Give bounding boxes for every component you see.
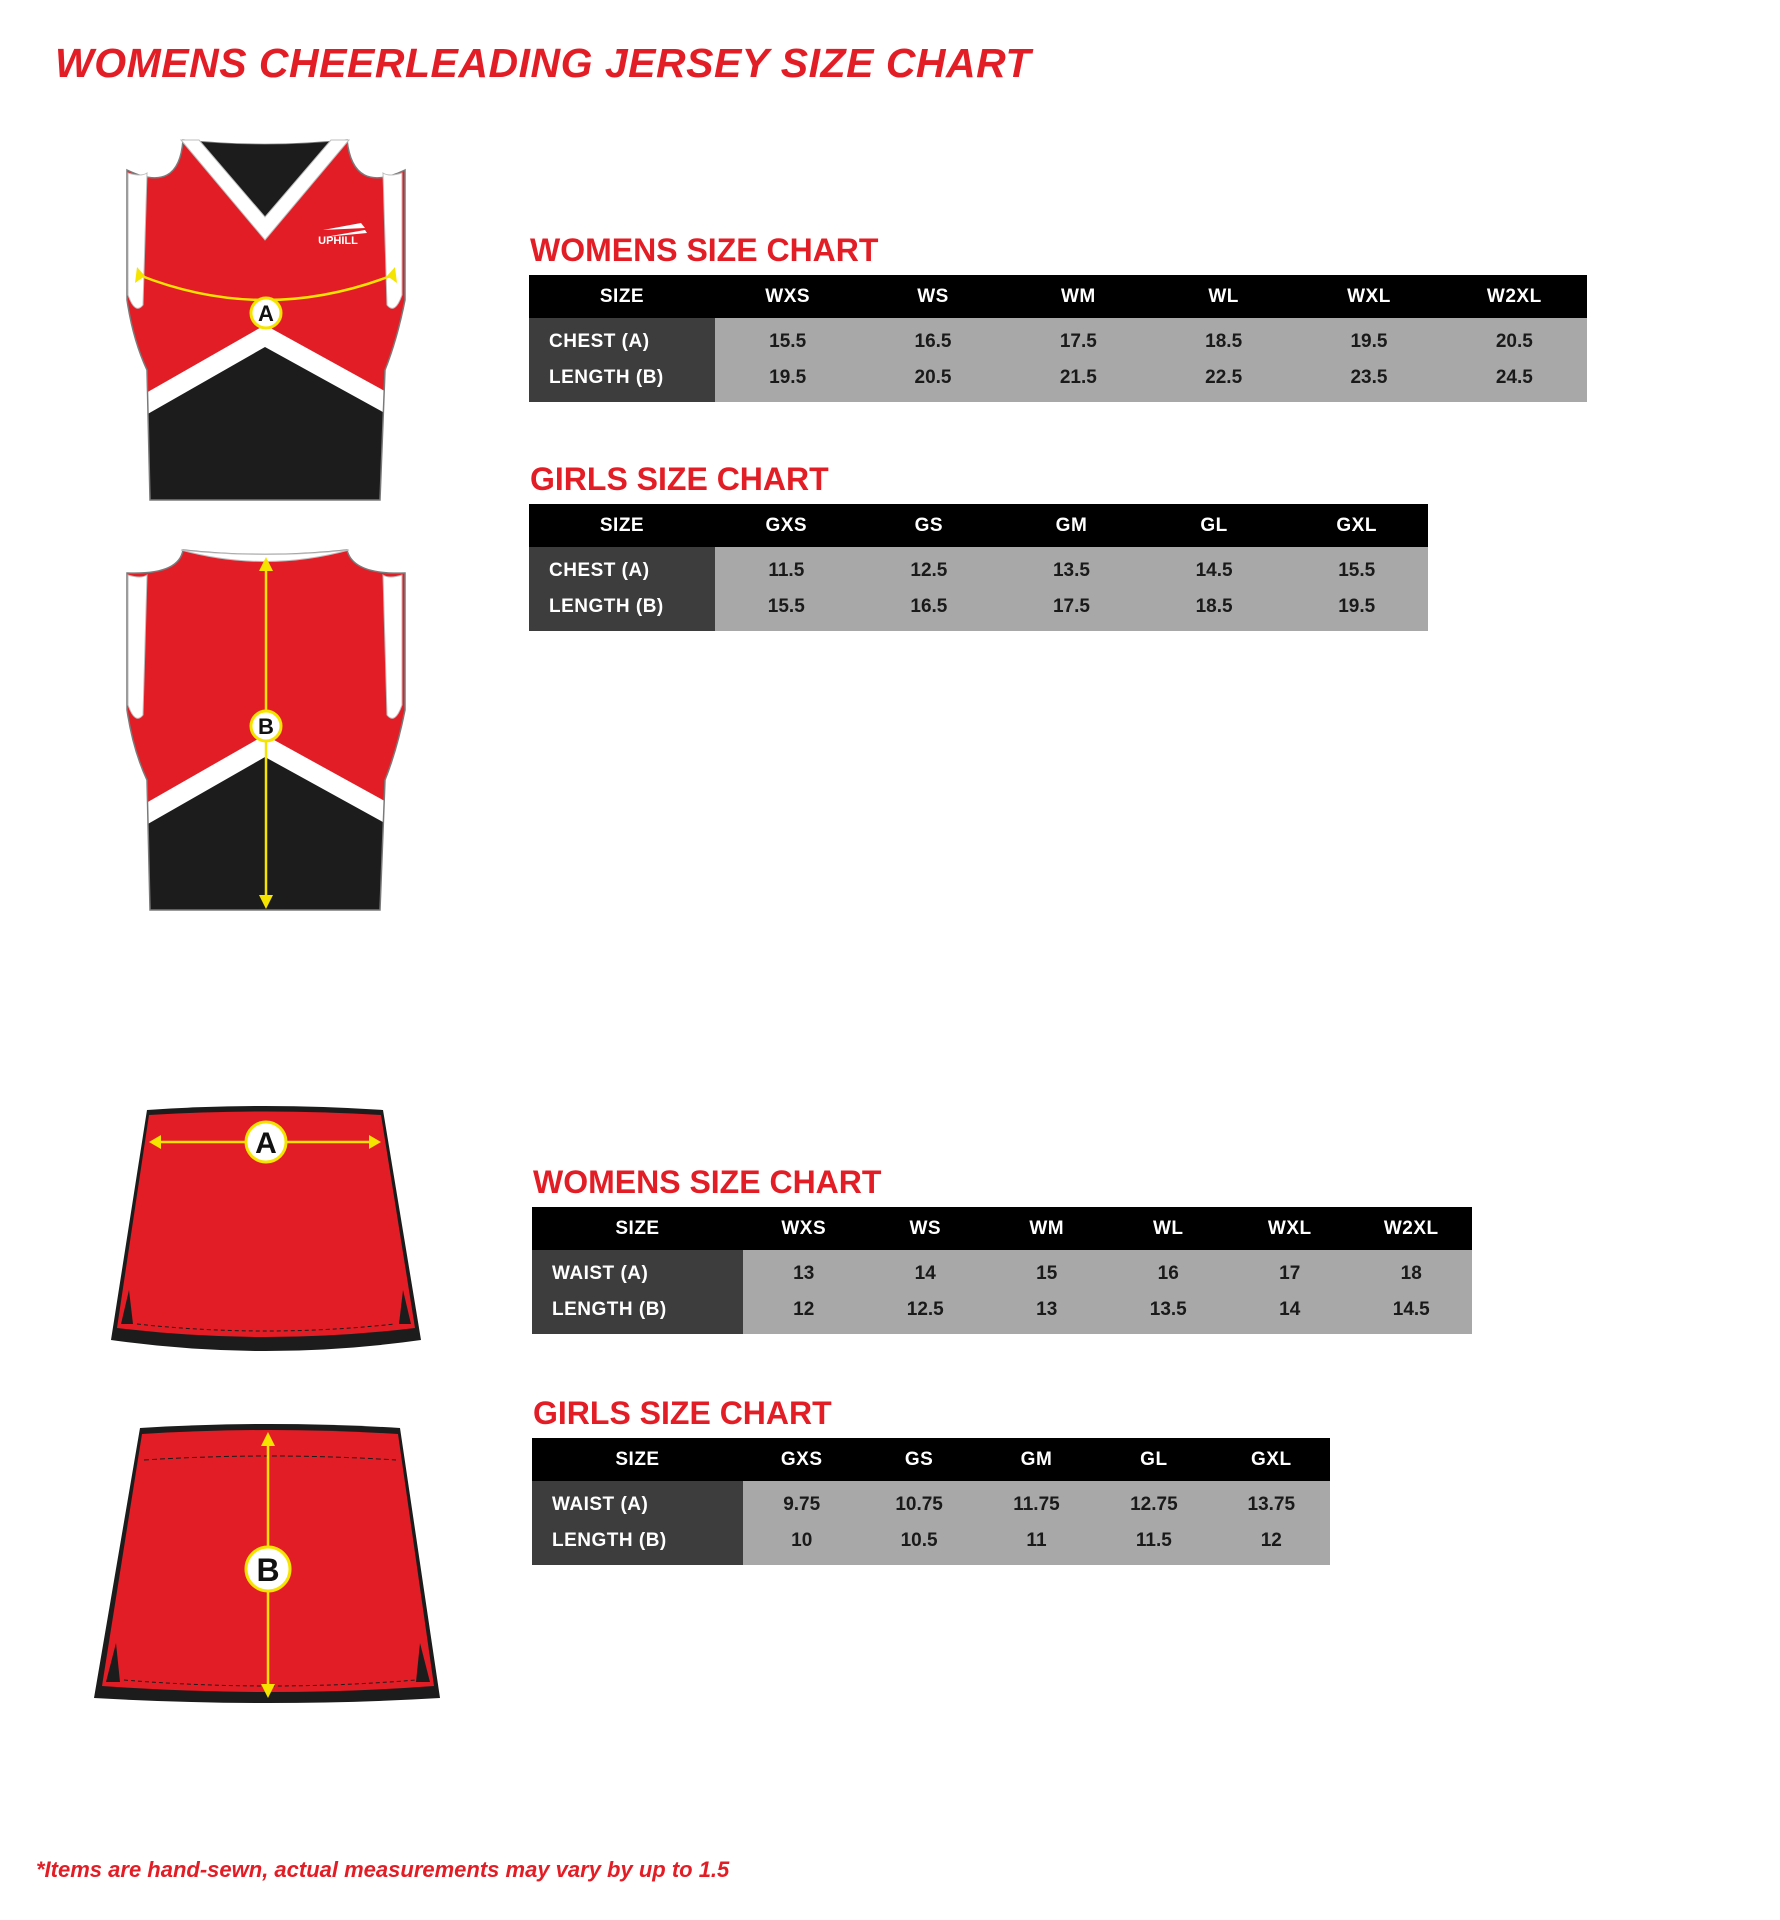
size-col: WL xyxy=(1151,275,1296,318)
size-col: GS xyxy=(858,504,1001,547)
jersey-front-marker: A xyxy=(258,301,274,326)
table-cell: 20.5 xyxy=(1442,318,1587,360)
skirt-back-marker: B xyxy=(256,1552,280,1588)
jersey-girls-size-table xyxy=(529,504,1428,631)
size-header: SIZE xyxy=(529,275,715,318)
table-cell: 24.5 xyxy=(1442,360,1587,402)
size-header: SIZE xyxy=(532,1207,743,1250)
skirt-front-marker: A xyxy=(255,1127,277,1160)
table-row xyxy=(529,360,1587,402)
row-label: LENGTH (B) xyxy=(532,1523,743,1565)
size-col: WXL xyxy=(1296,275,1441,318)
table-row xyxy=(529,318,1587,360)
row-label: CHEST (A) xyxy=(529,318,715,360)
jersey-womens-title: WOMENS SIZE CHART xyxy=(530,232,879,268)
table-header-row xyxy=(529,275,1587,318)
row-label: LENGTH (B) xyxy=(529,360,715,402)
table-cell: 10 xyxy=(743,1523,860,1565)
table-header-row xyxy=(529,504,1428,547)
table-cell: 19.5 xyxy=(715,360,860,402)
table-cell: 23.5 xyxy=(1296,360,1441,402)
table-cell: 18 xyxy=(1351,1250,1473,1292)
table-cell: 11.5 xyxy=(715,547,858,589)
size-col: WM xyxy=(986,1207,1108,1250)
table-cell: 11 xyxy=(978,1523,1095,1565)
skirt-back-illustration xyxy=(90,1418,450,1708)
size-col: GM xyxy=(1000,504,1143,547)
jersey-girls-title: GIRLS SIZE CHART xyxy=(530,461,829,497)
jersey-back-illustration xyxy=(125,545,410,915)
table-cell: 9.75 xyxy=(743,1481,860,1523)
jersey-front-illustration xyxy=(125,135,410,505)
table-cell: 12.5 xyxy=(858,547,1001,589)
row-label: LENGTH (B) xyxy=(532,1292,743,1334)
table-cell: 17.5 xyxy=(1000,589,1143,631)
uphill-logo: UPHILL xyxy=(318,235,358,247)
table-row xyxy=(532,1523,1330,1565)
table-cell: 17.5 xyxy=(1006,318,1151,360)
table-header-row xyxy=(532,1207,1472,1250)
size-col: GL xyxy=(1143,504,1286,547)
table-cell: 15.5 xyxy=(1285,547,1428,589)
table-cell: 14.5 xyxy=(1351,1292,1473,1334)
table-cell: 16 xyxy=(1108,1250,1230,1292)
size-col: GL xyxy=(1095,1438,1212,1481)
size-col: GXL xyxy=(1213,1438,1330,1481)
size-col: GM xyxy=(978,1438,1095,1481)
table-cell: 13.5 xyxy=(1000,547,1143,589)
table-cell: 18.5 xyxy=(1151,318,1296,360)
table-cell: 12 xyxy=(743,1292,865,1334)
size-col: WM xyxy=(1006,275,1151,318)
size-col: W2XL xyxy=(1442,275,1587,318)
row-label: CHEST (A) xyxy=(529,547,715,589)
jersey-womens-size-table xyxy=(529,275,1587,402)
table-cell: 11.5 xyxy=(1095,1523,1212,1565)
table-cell: 16.5 xyxy=(858,589,1001,631)
size-header: SIZE xyxy=(532,1438,743,1481)
size-col: WS xyxy=(860,275,1005,318)
row-label: WAIST (A) xyxy=(532,1250,743,1292)
size-header: SIZE xyxy=(529,504,715,547)
table-cell: 11.75 xyxy=(978,1481,1095,1523)
skirt-womens-title: WOMENS SIZE CHART xyxy=(533,1164,882,1200)
table-cell: 21.5 xyxy=(1006,360,1151,402)
size-col: GS xyxy=(860,1438,977,1481)
table-cell: 14 xyxy=(865,1250,987,1292)
table-row xyxy=(532,1292,1472,1334)
table-cell: 10.75 xyxy=(860,1481,977,1523)
size-col: WXL xyxy=(1229,1207,1351,1250)
table-row xyxy=(529,547,1428,589)
table-cell: 13.75 xyxy=(1213,1481,1330,1523)
table-cell: 13 xyxy=(743,1250,865,1292)
table-cell: 15.5 xyxy=(715,589,858,631)
skirt-girls-title: GIRLS SIZE CHART xyxy=(533,1395,832,1431)
table-cell: 19.5 xyxy=(1285,589,1428,631)
table-cell: 20.5 xyxy=(860,360,1005,402)
table-cell: 14.5 xyxy=(1143,547,1286,589)
table-cell: 18.5 xyxy=(1143,589,1286,631)
page-title: WOMENS CHEERLEADING JERSEY SIZE CHART xyxy=(55,40,1032,86)
skirt-girls-size-table xyxy=(532,1438,1330,1565)
skirt-womens-size-table xyxy=(532,1207,1472,1334)
size-col: W2XL xyxy=(1351,1207,1473,1250)
table-row xyxy=(529,589,1428,631)
table-cell: 12.5 xyxy=(865,1292,987,1334)
footnote: *Items are hand-sewn, actual measurements may vary by up to 1.5 xyxy=(36,1857,730,1882)
table-cell: 14 xyxy=(1229,1292,1351,1334)
row-label: WAIST (A) xyxy=(532,1481,743,1523)
size-col: GXL xyxy=(1285,504,1428,547)
size-col: WXS xyxy=(715,275,860,318)
size-col: WL xyxy=(1108,1207,1230,1250)
table-cell: 17 xyxy=(1229,1250,1351,1292)
table-cell: 12 xyxy=(1213,1523,1330,1565)
jersey-back-marker: B xyxy=(258,714,274,739)
size-col: WS xyxy=(865,1207,987,1250)
skirt-front-illustration xyxy=(105,1100,435,1360)
table-cell: 22.5 xyxy=(1151,360,1296,402)
table-cell: 10.5 xyxy=(860,1523,977,1565)
table-cell: 13.5 xyxy=(1108,1292,1230,1334)
row-label: LENGTH (B) xyxy=(529,589,715,631)
table-cell: 16.5 xyxy=(860,318,1005,360)
table-header-row xyxy=(532,1438,1330,1481)
table-cell: 12.75 xyxy=(1095,1481,1212,1523)
size-col: GXS xyxy=(743,1438,860,1481)
table-cell: 15 xyxy=(986,1250,1108,1292)
size-col: WXS xyxy=(743,1207,865,1250)
table-row xyxy=(532,1250,1472,1292)
table-cell: 19.5 xyxy=(1296,318,1441,360)
table-cell: 13 xyxy=(986,1292,1108,1334)
size-col: GXS xyxy=(715,504,858,547)
table-cell: 15.5 xyxy=(715,318,860,360)
table-row xyxy=(532,1481,1330,1523)
